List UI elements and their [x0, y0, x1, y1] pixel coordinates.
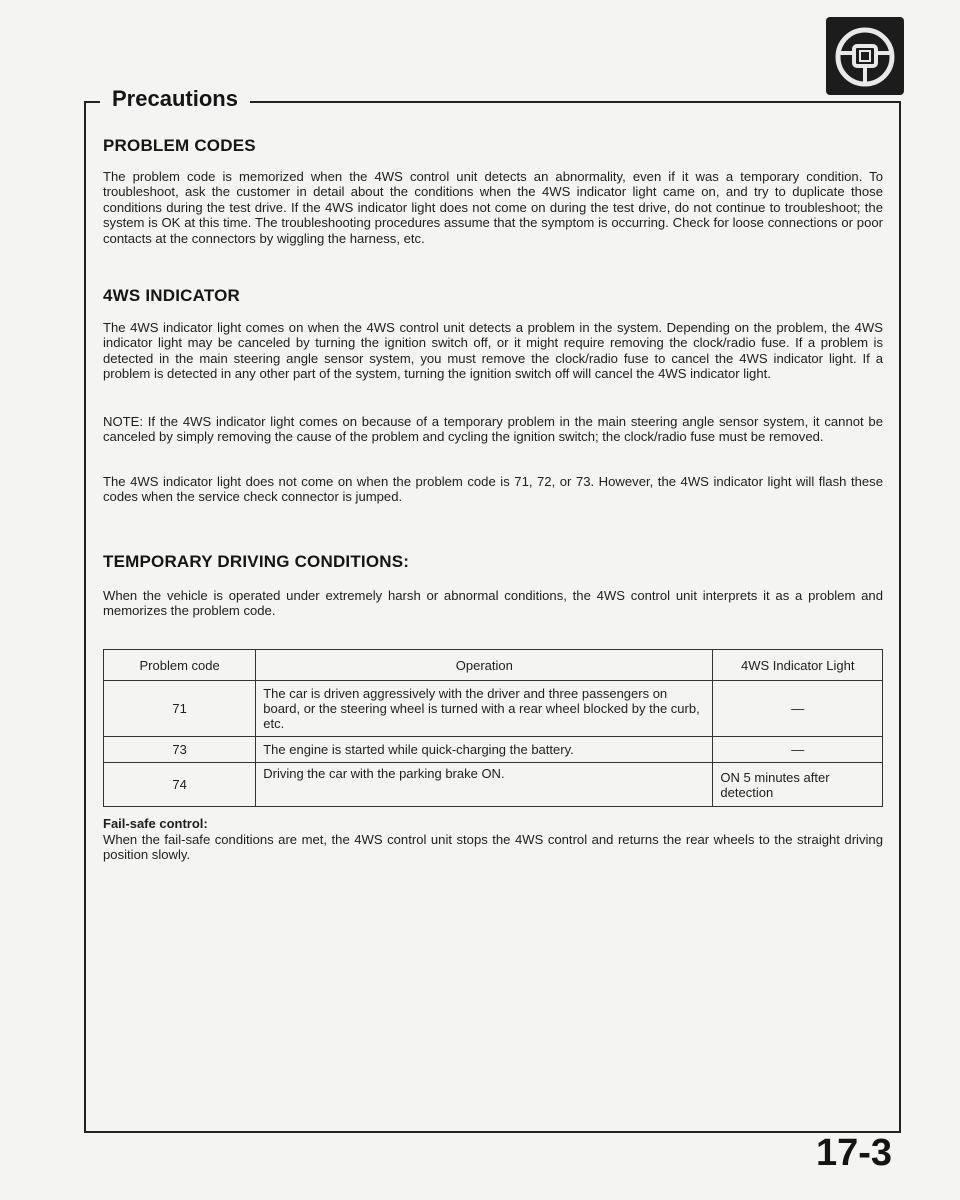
problem-codes-heading: PROBLEM CODES	[103, 136, 256, 155]
steering-wheel-icon	[826, 17, 904, 95]
indicator-heading: 4WS INDICATOR	[103, 286, 241, 305]
failsafe-title: Fail-safe control:	[103, 816, 208, 831]
cell-light: ON 5 minutes after detection	[713, 763, 883, 807]
temporary-heading: TEMPORARY DRIVING CONDITIONS:	[103, 552, 410, 571]
temporary-body: When the vehicle is operated under extremely harsh or abnormal conditions, the 4WS control unit interprets it as a problem and memorizes the problem code.	[103, 588, 883, 619]
cell-light: —	[713, 681, 883, 737]
problem-codes-body: The problem code is memorized when the 4WS control unit detects an abnormality, even if it was a temporary condition. To troubleshoot, ask the customer in detail about the conditions when the 4WS indicator light came on, and try to duplicate those conditions during the test drive. If the 4WS indicator light does not come on during the test drive, do not continue to troubleshoot; the system is OK at this time. The troubleshooting procedures assume that the symptom is occurring. Check for loose connections or poor contacts at the connectors by wiggling the harness, etc.	[103, 169, 883, 246]
cell-code: 74	[104, 763, 256, 807]
page-title: Precautions	[100, 86, 250, 112]
table-header-row	[104, 650, 883, 681]
header-operation: Operation	[256, 650, 713, 681]
cell-operation: The engine is started while quick-charging the battery.	[256, 737, 713, 763]
cell-operation: The car is driven aggressively with the driver and three passengers on board, or the steering wheel is turned with a rear wheel blocked by the curb, etc.	[256, 681, 713, 737]
indicator-note: NOTE: If the 4WS indicator light comes on because of a temporary problem in the main steering angle sensor system, it cannot be canceled by simply removing the cause of the problem and cycling the ignition switch; the clock/radio fuse must be removed.	[103, 414, 883, 445]
table-row	[104, 681, 883, 737]
table-row	[104, 737, 883, 763]
cell-light: —	[713, 737, 883, 763]
header-problem-code: Problem code	[104, 650, 256, 681]
indicator-body-2: The 4WS indicator light does not come on when the problem code is 71, 72, or 73. However, the 4WS indicator light will flash these codes when the service check connector is jumped.	[103, 474, 883, 505]
problem-code-table	[103, 649, 883, 807]
page-number: 17-3	[816, 1132, 893, 1174]
failsafe-body: When the fail-safe conditions are met, the 4WS control unit stops the 4WS control and returns the rear wheels to the straight driving position slowly.	[103, 832, 883, 863]
table-row	[104, 763, 883, 807]
cell-operation: Driving the car with the parking brake ON.	[256, 763, 713, 807]
indicator-body: The 4WS indicator light comes on when the 4WS control unit detects a problem in the system. Depending on the problem, the 4WS indicator light may be canceled by turning the ignition switch off, or it might require removing the clock/radio fuse. If a problem is detected in the main steering angle sensor system, you must remove the clock/radio fuse to cancel the 4WS indicator light. If a problem is detected in any other part of the system, turning the ignition switch off will cancel the 4WS indicator light.	[103, 320, 883, 382]
cell-code: 73	[104, 737, 256, 763]
header-indicator-light: 4WS Indicator Light	[713, 650, 883, 681]
cell-code: 71	[104, 681, 256, 737]
